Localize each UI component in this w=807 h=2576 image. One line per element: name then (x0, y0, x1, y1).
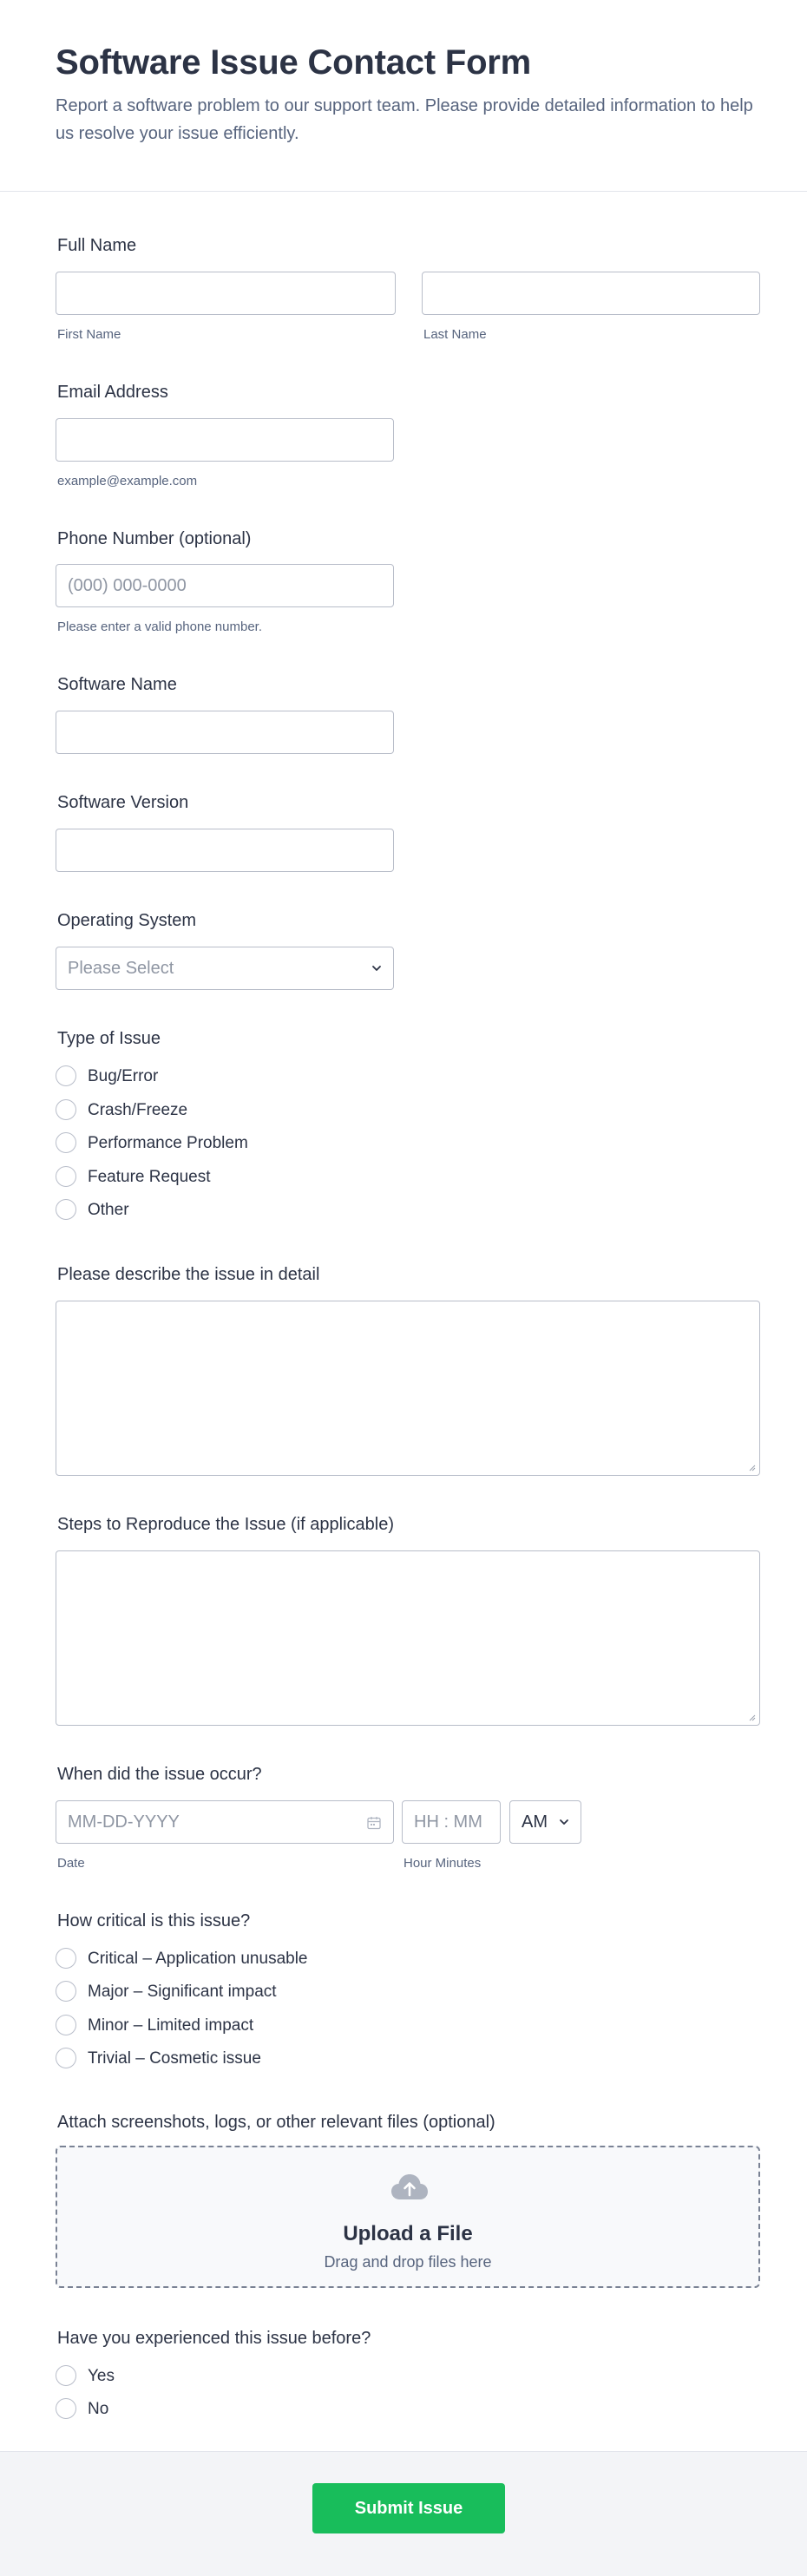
steps-textarea[interactable] (56, 1550, 760, 1726)
issue-type-radio-bug[interactable] (56, 1065, 76, 1086)
experienced-before-label: Have you experienced this issue before? (57, 2329, 371, 2348)
email-input[interactable] (56, 418, 394, 462)
time-placeholder: HH : MM (414, 1812, 482, 1832)
calendar-icon[interactable] (366, 1815, 382, 1831)
operating-system-label: Operating System (57, 911, 197, 930)
first-name-sublabel: First Name (57, 327, 121, 342)
resize-handle-icon[interactable] (747, 1713, 756, 1721)
date-placeholder: MM-DD-YYYY (68, 1812, 180, 1832)
phone-label: Phone Number (optional) (57, 529, 252, 548)
time-sublabel: Hour Minutes (404, 1856, 482, 1871)
criticality-option-critical: Critical – Application unusable (88, 1950, 308, 1968)
experienced-option-yes: Yes (88, 2367, 115, 2385)
issue-type-option-bug: Bug/Error (88, 1067, 159, 1085)
operating-system-placeholder: Please Select (68, 958, 174, 978)
software-version-label: Software Version (57, 793, 189, 812)
criticality-radio-major[interactable] (56, 1981, 76, 2002)
criticality-option-minor: Minor – Limited impact (88, 2016, 254, 2035)
occurrence-label: When did the issue occur? (57, 1765, 262, 1784)
description-label: Please describe the issue in detail (57, 1265, 320, 1284)
issue-type-option-crash: Crash/Freeze (88, 1101, 188, 1119)
date-input[interactable] (56, 1800, 394, 1844)
page-title: Software Issue Contact Form (56, 43, 532, 82)
issue-type-option-performance: Performance Problem (88, 1134, 248, 1152)
criticality-option-trivial: Trivial – Cosmetic issue (88, 2049, 261, 2068)
last-name-sublabel: Last Name (423, 327, 487, 342)
criticality-radio-critical[interactable] (56, 1948, 76, 1969)
operating-system-select[interactable] (56, 947, 394, 990)
email-label: Email Address (57, 383, 168, 402)
last-name-input[interactable] (422, 272, 760, 315)
issue-type-label: Type of Issue (57, 1029, 161, 1048)
upload-subtitle: Drag and drop files here (324, 2253, 492, 2271)
chevron-down-icon (558, 1816, 570, 1828)
ampm-select[interactable] (509, 1800, 581, 1844)
chevron-down-icon (371, 962, 383, 974)
file-upload-dropzone[interactable] (56, 2146, 760, 2288)
submit-button[interactable]: Submit Issue (312, 2483, 505, 2533)
experienced-radio-no[interactable] (56, 2398, 76, 2419)
first-name-input[interactable] (56, 272, 396, 315)
issue-type-option-feature: Feature Request (88, 1168, 211, 1186)
page-subtitle: Report a software problem to our support team. Please provide detailed information to help us resolve your issue efficiently. (56, 96, 753, 143)
issue-type-radio-other[interactable] (56, 1199, 76, 1220)
criticality-option-major: Major – Significant impact (88, 1983, 277, 2001)
full-name-label: Full Name (57, 236, 137, 255)
email-sublabel: example@example.com (57, 474, 198, 488)
resize-handle-icon[interactable] (747, 1463, 756, 1472)
header-divider (0, 191, 807, 192)
criticality-radio-minor[interactable] (56, 2015, 76, 2035)
issue-type-option-other: Other (88, 1201, 129, 1219)
description-textarea[interactable] (56, 1301, 760, 1476)
attachments-label: Attach screenshots, logs, or other relevant files (optional) (57, 2113, 495, 2132)
experienced-option-no: No (88, 2400, 109, 2418)
criticality-radio-trivial[interactable] (56, 2048, 76, 2068)
criticality-label: How critical is this issue? (57, 1911, 251, 1930)
software-name-label: Software Name (57, 675, 177, 694)
phone-input[interactable] (56, 564, 394, 607)
issue-type-radio-performance[interactable] (56, 1132, 76, 1153)
time-input[interactable] (402, 1800, 501, 1844)
issue-type-radio-feature[interactable] (56, 1166, 76, 1187)
experienced-radio-yes[interactable] (56, 2365, 76, 2386)
issue-type-radio-crash[interactable] (56, 1099, 76, 1120)
upload-title: Upload a File (343, 2222, 473, 2245)
date-sublabel: Date (57, 1856, 85, 1871)
steps-label: Steps to Reproduce the Issue (if applicable) (57, 1515, 394, 1534)
software-name-input[interactable] (56, 711, 394, 754)
software-version-input[interactable] (56, 829, 394, 872)
ampm-value: AM (522, 1812, 548, 1832)
cloud-upload-icon (390, 2172, 430, 2203)
phone-sublabel: Please enter a valid phone number. (57, 619, 262, 634)
